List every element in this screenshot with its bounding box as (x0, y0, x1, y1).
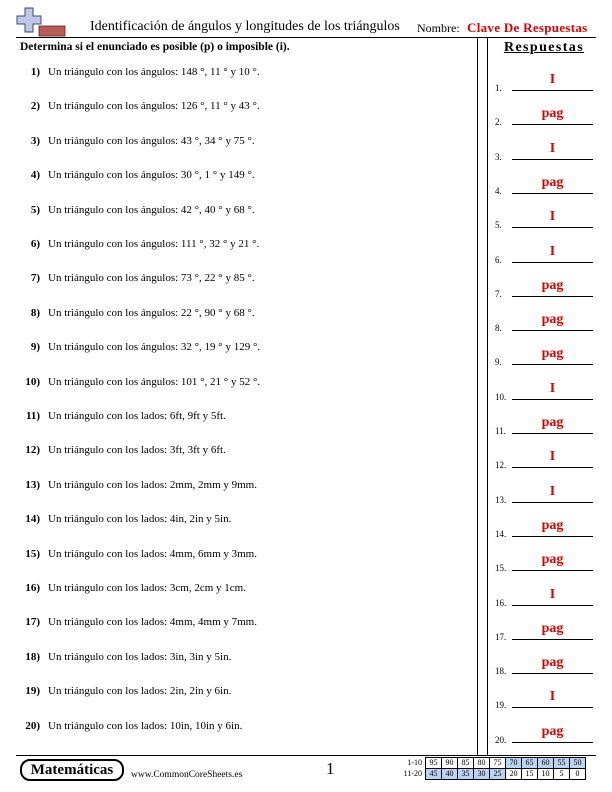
answer-item (495, 305, 595, 333)
answer-line[interactable] (512, 707, 593, 708)
question-number: 8) (30, 306, 40, 319)
question-item (20, 616, 257, 632)
answer-line[interactable] (512, 570, 593, 571)
score-cell: 10 (538, 769, 554, 780)
answer-line[interactable] (512, 364, 593, 365)
question-text: Un triángulo con los ángulos: 43 °, 34 ° y 75 °. (48, 134, 255, 147)
answer-number: 11. (495, 426, 506, 436)
answer-item (495, 682, 595, 710)
answer-value: pag (541, 415, 564, 430)
question-number: 11) (25, 410, 40, 422)
answer-value: I (549, 689, 556, 705)
answer-line[interactable] (512, 90, 593, 91)
question-number: 17) (25, 616, 40, 629)
answer-value: pag (541, 277, 564, 293)
question-text: Un triángulo con los ángulos: 42 °, 40 ° y 68 °. (48, 203, 255, 216)
question-text: Un triángulo con los lados: 2in, 2in y 6in. (48, 685, 232, 698)
page-number: 1 (326, 759, 335, 778)
score-row-label: 11-20 (403, 769, 422, 778)
answer-value: I (549, 449, 556, 465)
question-item (20, 307, 255, 323)
answer-number: 8. (495, 323, 502, 334)
answers-heading: Respuestas (503, 40, 585, 55)
answer-line[interactable] (512, 227, 593, 228)
question-number: 19) (25, 685, 40, 698)
question-item (20, 444, 226, 460)
answer-value: I (549, 209, 556, 225)
column-divider-left (477, 37, 478, 755)
question-text: Un triángulo con los lados: 6ft, 9ft y 5ft. (48, 410, 226, 422)
question-number: 12) (25, 444, 40, 457)
question-item (20, 376, 260, 392)
question-number: 3) (30, 134, 40, 147)
answer-number: 15. (495, 563, 507, 574)
answer-number: 3. (495, 151, 502, 162)
answer-value: pag (541, 346, 564, 362)
name-value: Clave De Respuestas (467, 20, 588, 35)
question-text: Un triángulo con los ángulos: 148 °, 11 ° y 10 °. (48, 66, 260, 78)
question-text: Un triángulo con los lados: 3cm, 2cm y 1cm. (48, 582, 246, 594)
score-cell: 65 (522, 758, 538, 769)
question-number: 15) (25, 547, 40, 560)
answer-value: I (549, 483, 556, 499)
answer-value: pag (541, 312, 564, 328)
answer-value: I (549, 380, 556, 396)
answer-item (495, 237, 595, 265)
score-cell: 85 (458, 758, 474, 769)
score-cell: 0 (570, 769, 586, 780)
instructions: Determina si el enunciado es posible (p) o imposible (i). (20, 41, 290, 53)
answer-item (495, 614, 595, 642)
question-number: 16) (25, 582, 40, 594)
question-text: Un triángulo con los lados: 10in, 10in y 6in. (48, 719, 243, 732)
score-cell: 80 (474, 758, 490, 769)
answer-number: 9. (495, 357, 502, 368)
answer-number: 12. (495, 460, 507, 471)
question-item (20, 272, 255, 288)
answer-item (495, 65, 595, 93)
score-cell: 95 (426, 758, 442, 769)
question-text: Un triángulo con los ángulos: 126 °, 11 ° y 43 °. (48, 100, 260, 113)
answer-number: 2. (495, 117, 502, 128)
answer-value: I (549, 243, 556, 259)
question-item (20, 135, 255, 151)
question-text: Un triángulo con los lados: 4mm, 4mm y 7mm. (48, 616, 257, 629)
score-table (394, 757, 586, 780)
answer-value: I (549, 72, 556, 87)
question-item (20, 685, 231, 701)
score-cell: 50 (570, 758, 586, 769)
answer-number: 18. (495, 666, 507, 677)
question-number: 20) (25, 719, 40, 732)
answer-line[interactable] (512, 262, 593, 263)
question-item (20, 720, 242, 736)
answer-value: pag (541, 655, 564, 671)
answer-value: pag (541, 174, 564, 190)
question-text: Un triángulo con los ángulos: 111 °, 32 ° y 21 °. (48, 238, 260, 250)
question-text: Un triángulo con los lados: 4in, 2in y 5in. (48, 513, 232, 526)
question-text: Un triángulo con los lados: 3ft, 3ft y 6ft. (48, 444, 226, 457)
score-cell: 60 (538, 758, 554, 769)
answer-item (495, 99, 595, 127)
question-item (20, 341, 260, 357)
question-text: Un triángulo con los ángulos: 101 °, 21 ° y 52 °. (48, 375, 261, 388)
header-rule (16, 37, 596, 38)
question-text: Un triángulo con los ángulos: 32 °, 19 ° y 129 °. (48, 341, 261, 354)
question-item (20, 66, 260, 82)
question-number: 9) (30, 341, 40, 354)
question-text: Un triángulo con los lados: 2mm, 2mm y 9mm. (48, 478, 257, 491)
answer-item (495, 580, 595, 608)
question-item (20, 238, 259, 254)
answer-item (495, 511, 595, 539)
answer-line[interactable] (512, 433, 593, 434)
answer-number: 17. (495, 631, 507, 642)
answer-value: I (549, 586, 556, 602)
subject-badge: Matemáticas (20, 759, 124, 781)
score-cell: 90 (442, 758, 458, 769)
answer-line[interactable] (512, 124, 593, 125)
answer-line[interactable] (512, 536, 593, 537)
answer-line[interactable] (512, 193, 593, 194)
question-text: Un triángulo con los ángulos: 73 °, 22 ° y 85 °. (48, 272, 255, 285)
question-number: 5) (30, 203, 40, 216)
score-cell: 35 (458, 769, 474, 780)
score-cell: 30 (474, 769, 490, 780)
question-item (20, 410, 226, 426)
question-number: 2) (30, 100, 40, 113)
question-text: Un triángulo con los lados: 4mm, 6mm y 3mm. (48, 547, 257, 560)
answer-item (495, 271, 595, 299)
answer-value: pag (541, 106, 564, 122)
question-text: Un triángulo con los ángulos: 22 °, 90 ° y 68 °. (48, 306, 255, 319)
answer-line[interactable] (512, 502, 593, 503)
website-link[interactable]: www.CommonCoreSheets.es (131, 770, 243, 780)
answer-number: 19. (495, 700, 507, 711)
score-cell: 5 (554, 769, 570, 780)
answer-value: I (549, 140, 556, 156)
score-cell: 15 (522, 769, 538, 780)
question-item (20, 513, 231, 529)
answer-item (495, 202, 595, 230)
question-number: 10) (25, 375, 40, 388)
answer-item (495, 477, 595, 505)
answer-line[interactable] (512, 742, 593, 743)
answer-number: 4. (495, 185, 502, 196)
answer-line[interactable] (512, 159, 593, 160)
answer-item (495, 408, 595, 436)
question-item (20, 548, 257, 564)
question-number: 7) (30, 272, 40, 285)
score-row (394, 769, 586, 780)
question-number: 13) (25, 478, 40, 491)
question-number: 6) (30, 238, 40, 250)
answer-item (495, 168, 595, 196)
question-number: 14) (25, 513, 40, 526)
question-item (20, 100, 260, 116)
score-row-label: 1-10 (407, 758, 422, 767)
score-cell: 55 (554, 758, 570, 769)
answer-value: pag (541, 620, 564, 636)
answer-number: 10. (495, 391, 507, 402)
answer-item (495, 648, 595, 676)
score-cell: 70 (506, 758, 522, 769)
question-item (20, 651, 231, 667)
answer-line[interactable] (512, 639, 593, 640)
answer-number: 16. (495, 597, 507, 608)
question-item (20, 582, 246, 598)
question-number: 1) (30, 66, 40, 78)
plus-minus-logo (16, 6, 68, 38)
question-text: Un triángulo con los ángulos: 30 °, 1 ° y 149 °. (48, 169, 255, 182)
answer-line[interactable] (512, 330, 593, 331)
answer-line[interactable] (512, 296, 593, 297)
score-cell: 25 (490, 769, 506, 780)
footer-rule (16, 755, 596, 756)
answer-number: 20. (495, 734, 507, 745)
answer-number: 14. (495, 528, 507, 539)
question-item (20, 204, 255, 220)
question-item (20, 479, 257, 495)
score-cell: 20 (506, 769, 522, 780)
answer-item (495, 374, 595, 402)
answer-item (495, 717, 595, 745)
answer-line[interactable] (512, 467, 593, 468)
answer-item (495, 134, 595, 162)
question-item (20, 169, 255, 185)
answer-line[interactable] (512, 605, 593, 606)
score-cell: 75 (490, 758, 506, 769)
answer-item (495, 442, 595, 470)
answer-number: 13. (495, 494, 507, 505)
score-cell: 45 (426, 769, 442, 780)
score-cell: 40 (442, 769, 458, 780)
score-row (394, 758, 586, 769)
column-divider-right (487, 37, 488, 755)
answer-item (495, 339, 595, 367)
answer-line[interactable] (512, 673, 593, 674)
answer-line[interactable] (512, 399, 593, 400)
answer-value: pag (541, 723, 564, 739)
answer-number: 5. (495, 220, 502, 231)
answer-number: 7. (495, 288, 502, 299)
answer-number: 6. (495, 254, 502, 265)
answer-number: 1. (495, 83, 502, 93)
answer-value: pag (541, 517, 564, 533)
name-label: Nombre: (417, 21, 460, 35)
answer-item (495, 545, 595, 573)
question-number: 18) (25, 650, 40, 663)
question-number: 4) (30, 169, 40, 182)
answer-value: pag (541, 552, 564, 568)
question-text: Un triángulo con los lados: 3in, 3in y 5in. (48, 650, 232, 663)
worksheet-title: Identificación de ángulos y longitudes de los triángulos (90, 19, 400, 34)
